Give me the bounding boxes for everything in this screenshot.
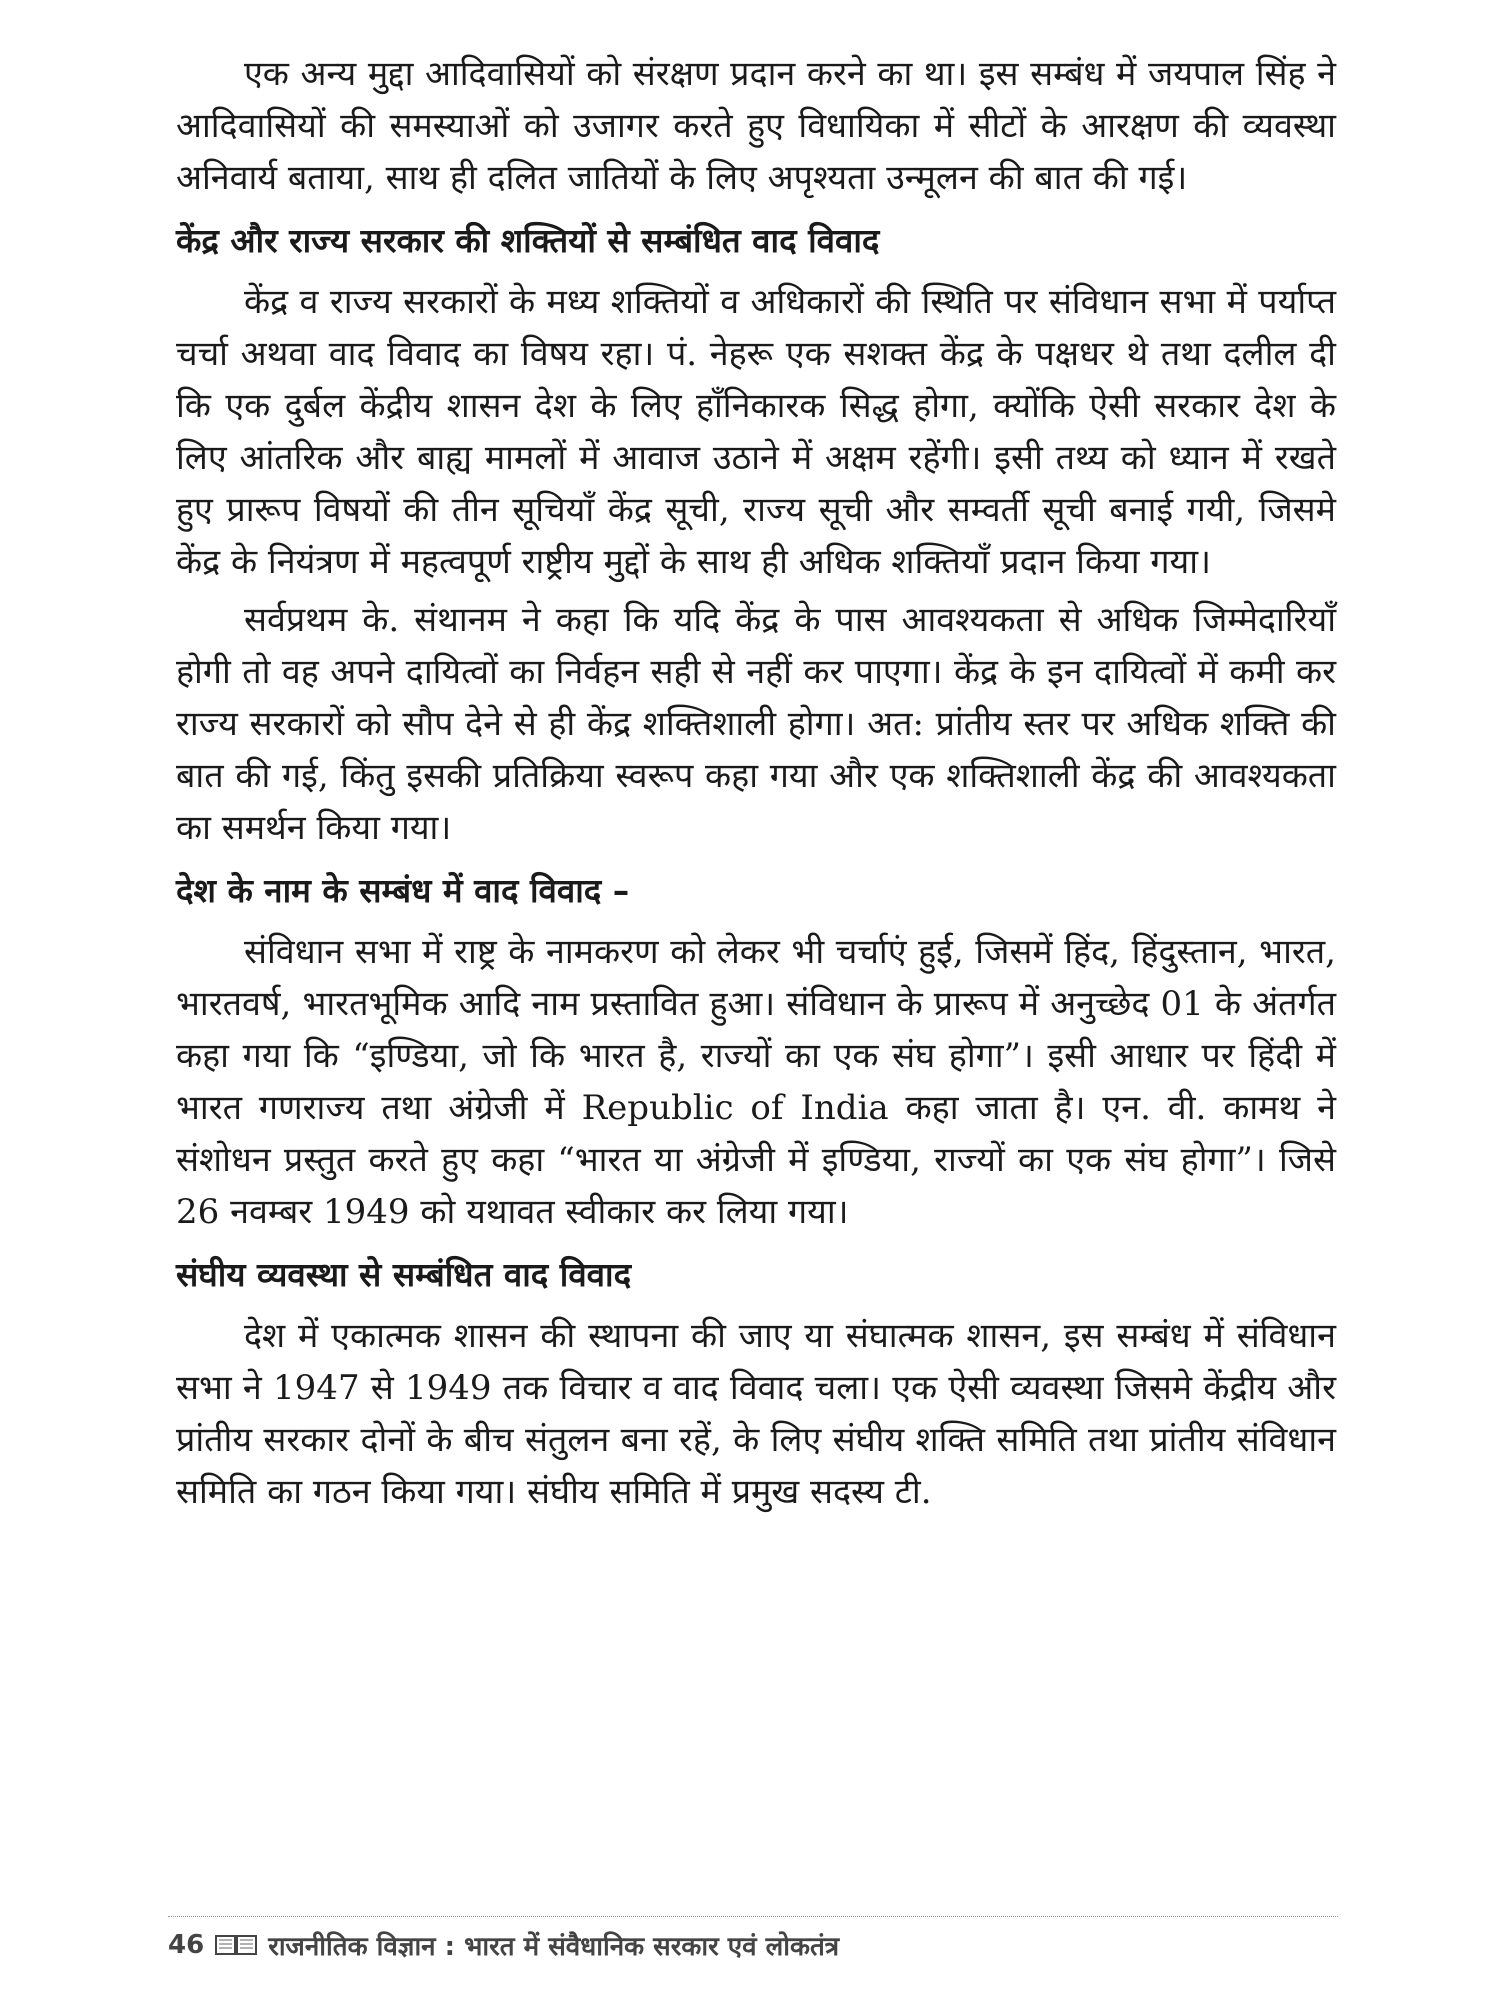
heading-federal-system: संघीय व्यवस्था से सम्बंधित वाद विवाद (176, 1255, 632, 1294)
paragraph-santhanam: सर्वप्रथम के. संथानम ने कहा कि यदि केंद्र के पास आवश्यकता से अधिक जिम्मेदारियाँ होगी तो वह अपने दायित्वों का निर्वहन सही से नहीं कर पाएगा। केंद्र के इन दायित्वों में कमी कर राज्य सरकारों को सौप देने से ही केंद्र शक्तिशाली होगा। अत: प्रांतीय स्तर पर अधिक शक्ति की बात की गई, किंतु इसकी प्रतिक्रिया स्वरूप कहा गया और एक शक्तिशाली केंद्र की आवश्यकता का समर्थन किया गया। (176, 600, 1336, 848)
page-footer (168, 1916, 1338, 1963)
page-body (176, 48, 1336, 1524)
paragraph-federal-system: देश में एकात्मक शासन की स्थापना की जाए या संघात्मक शासन, इस सम्बंध में संविधान सभा ने 1947 से 1949 तक विचार व वाद विवाद चला। एक ऐसी व्यवस्था जिसमे केंद्रीय और प्रांतीय सरकार दोनों के बीच संतुलन बना रहें, के लिए संघीय शक्ति समिति तथा प्रांतीय संविधान समिति का गठन किया गया। संघीय समिति में प्रमुख सदस्य टी. (176, 1316, 1336, 1512)
page-number: 46 (168, 1930, 205, 1960)
paragraph-centre-state-debate: केंद्र व राज्य सरकारों के मध्य शक्तियों व अधिकारों की स्थिति पर संविधान सभा में पर्याप्त चर्चा अथवा वाद विवाद का विषय रहा। पं. नेहरू एक सशक्त केंद्र के पक्षधर थे तथा दलील दी कि एक दुर्बल केंद्रीय शासन देश के लिए हाँनिकारक सिद्ध होगा, क्योंकि ऐसी सरकार देश के लिए आंतरिक और बाह्य मामलों में आवाज उठाने में अक्षम रहेंगी। इसी तथ्य को ध्यान में रखते हुए प्रारूप विषयों की तीन सूचियाँ केंद्र सूची, राज्य सूची और सम्वर्ती सूची बनाई गयी, जिसमे केंद्र के नियंत्रण में महत्वपूर्ण राष्ट्रीय मुद्दों के साथ ही अधिक शक्तियाँ प्रदान किया गया। (176, 282, 1336, 582)
book-title: राजनीतिक विज्ञान : भारत में संवैधानिक सरकार एवं लोकतंत्र (268, 1932, 840, 1962)
open-book-icon (214, 1932, 258, 1958)
paragraph-tribal-protection: एक अन्य मुद्दा आदिवासियों को संरक्षण प्रदान करने का था। इस सम्बंध में जयपाल सिंह ने आदिवासियों की समस्याओं को उजागर करते हुए विधायिका में सीटों के आरक्षण की व्यवस्था अनिवार्य बताया, साथ ही दलित जातियों के लिए अपृश्यता उन्मूलन की बात की गई। (176, 54, 1336, 198)
heading-centre-state-powers: केंद्र और राज्य सरकार की शक्तियों से सम्बंधित वाद विवाद (176, 221, 880, 260)
paragraph-country-name: संविधान सभा में राष्ट्र के नामकरण को लेकर भी चर्चाएं हुई, जिसमें हिंद, हिंदुस्तान, भारत, भारतवर्ष, भारतभूमिक आदि नाम प्रस्तावित हुआ। संविधान के प्रारूप में अनुच्छेद 01 के अंतर्गत कहा गया कि “इण्डिया, जो कि भारत है, राज्यों का एक संघ होगा”। इसी आधार पर हिंदी में भारत गणराज्य तथा अंग्रेजी में Republic of India कहा जाता है। एन. वी. कामथ ने संशोधन प्रस्तुत करते हुए कहा “भारत या अंग्रेजी में इण्डिया, राज्यों का एक संघ होगा”। जिसे 26 नवम्बर 1949 को यथावत स्वीकार कर लिया गया। (176, 932, 1336, 1232)
heading-country-name: देश के नाम के सम्बंध में वाद विवाद – (176, 871, 630, 910)
